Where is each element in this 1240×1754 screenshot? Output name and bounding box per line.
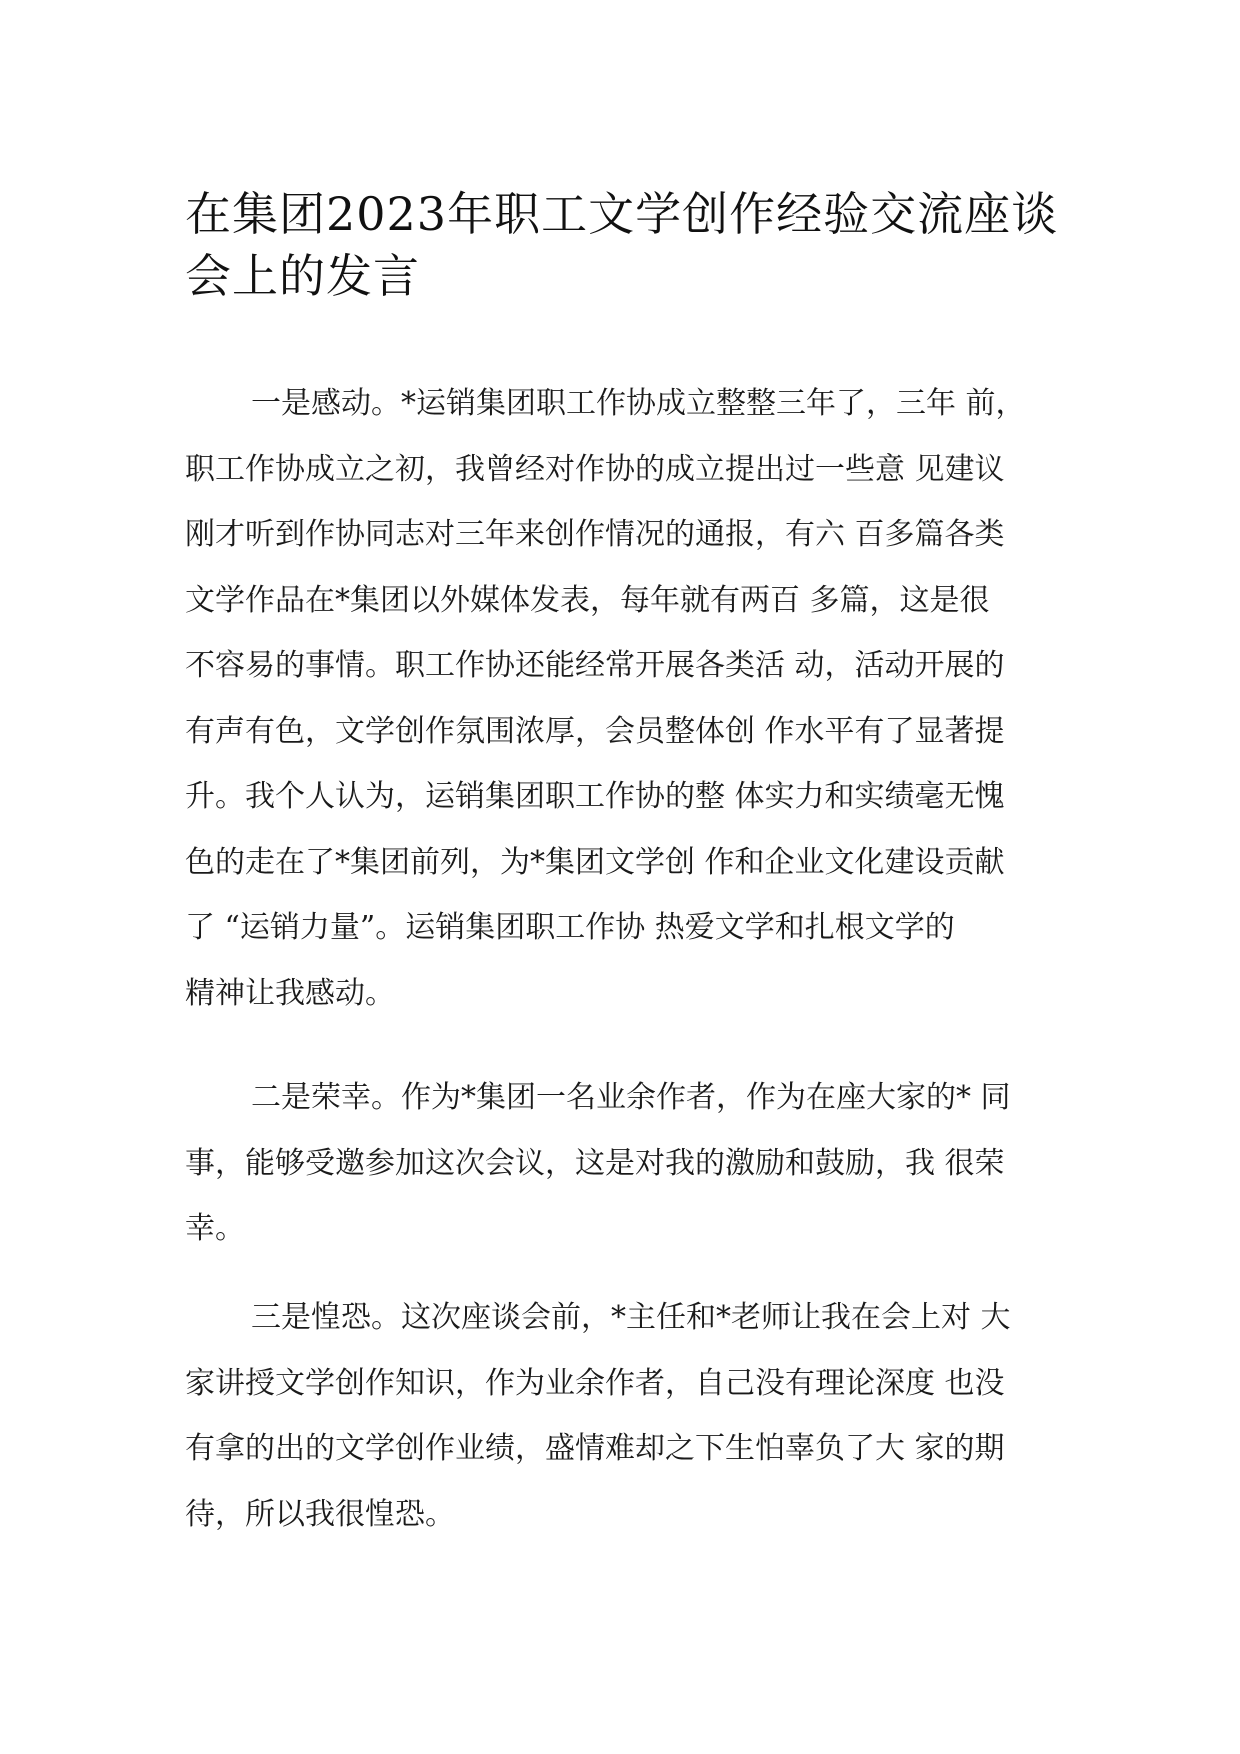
title-line-2: 会上的发言 [185,249,420,303]
title-line-1: 在集团2023年职工文学创作经验交流座谈 [185,187,1059,241]
paragraph-line: 有声有色，文学创作氛围浓厚，会员整体创 作水平有了显著提 [185,713,1005,749]
paragraph-line: 待，所以我很惶恐。 [185,1496,455,1532]
paragraph-line: 事，能够受邀参加这次会议，这是对我的激励和鼓励，我 很荣 [185,1145,1005,1181]
paragraph-line: 文学作品在*集团以外媒体发表，每年就有两百 多篇，这是很 [185,582,990,618]
paragraph-honor [185,1065,1065,1262]
paragraph-line: 三是惶恐。这次座谈会前，*主任和*老师让我在会上对 大 [251,1300,1011,1335]
paragraph-line: 有拿的出的文学创作业绩，盛情难却之下生怕辜负了大 家的期 [185,1431,1005,1466]
paragraph-line: 一是感动。*运销集团职工作协成立整整三年了，三年 前， [251,386,1026,421]
paragraph-line: 二是荣幸。作为*集团一名业余作者，作为在座大家的* 同 [251,1080,1011,1115]
paragraph-gratitude [185,371,1065,1026]
paragraph-line: 精神让我感动。 [185,975,395,1011]
paragraph-line: 家讲授文学创作知识，作为业余作者，自己没有理论深度 也没 [185,1365,1005,1401]
paragraph-line: 职工作协成立之初，我曾经对作协的成立提出过一些意 见建议 [185,451,1005,487]
paragraph-line: 刚才听到作协同志对三年来创作情况的通报，有六 百多篇各类 [185,517,1005,552]
paragraph-line: 色的走在了*集团前列，为*集团文学创 作和企业文化建设贡献 [185,844,1005,880]
paragraph-line: 了 “运销力量”。运销集团职工作协 热爱文学和扎根文学的 [185,910,955,945]
paragraph-line: 升。我个人认为，运销集团职工作协的整 体实力和实绩毫无愧 [185,779,1005,814]
paragraph-apprehension [185,1285,1065,1547]
paragraph-line: 不容易的事情。职工作协还能经常开展各类活 动，活动开展的 [185,648,1005,683]
document-title [185,183,1065,307]
paragraph-line: 幸。 [185,1211,245,1246]
